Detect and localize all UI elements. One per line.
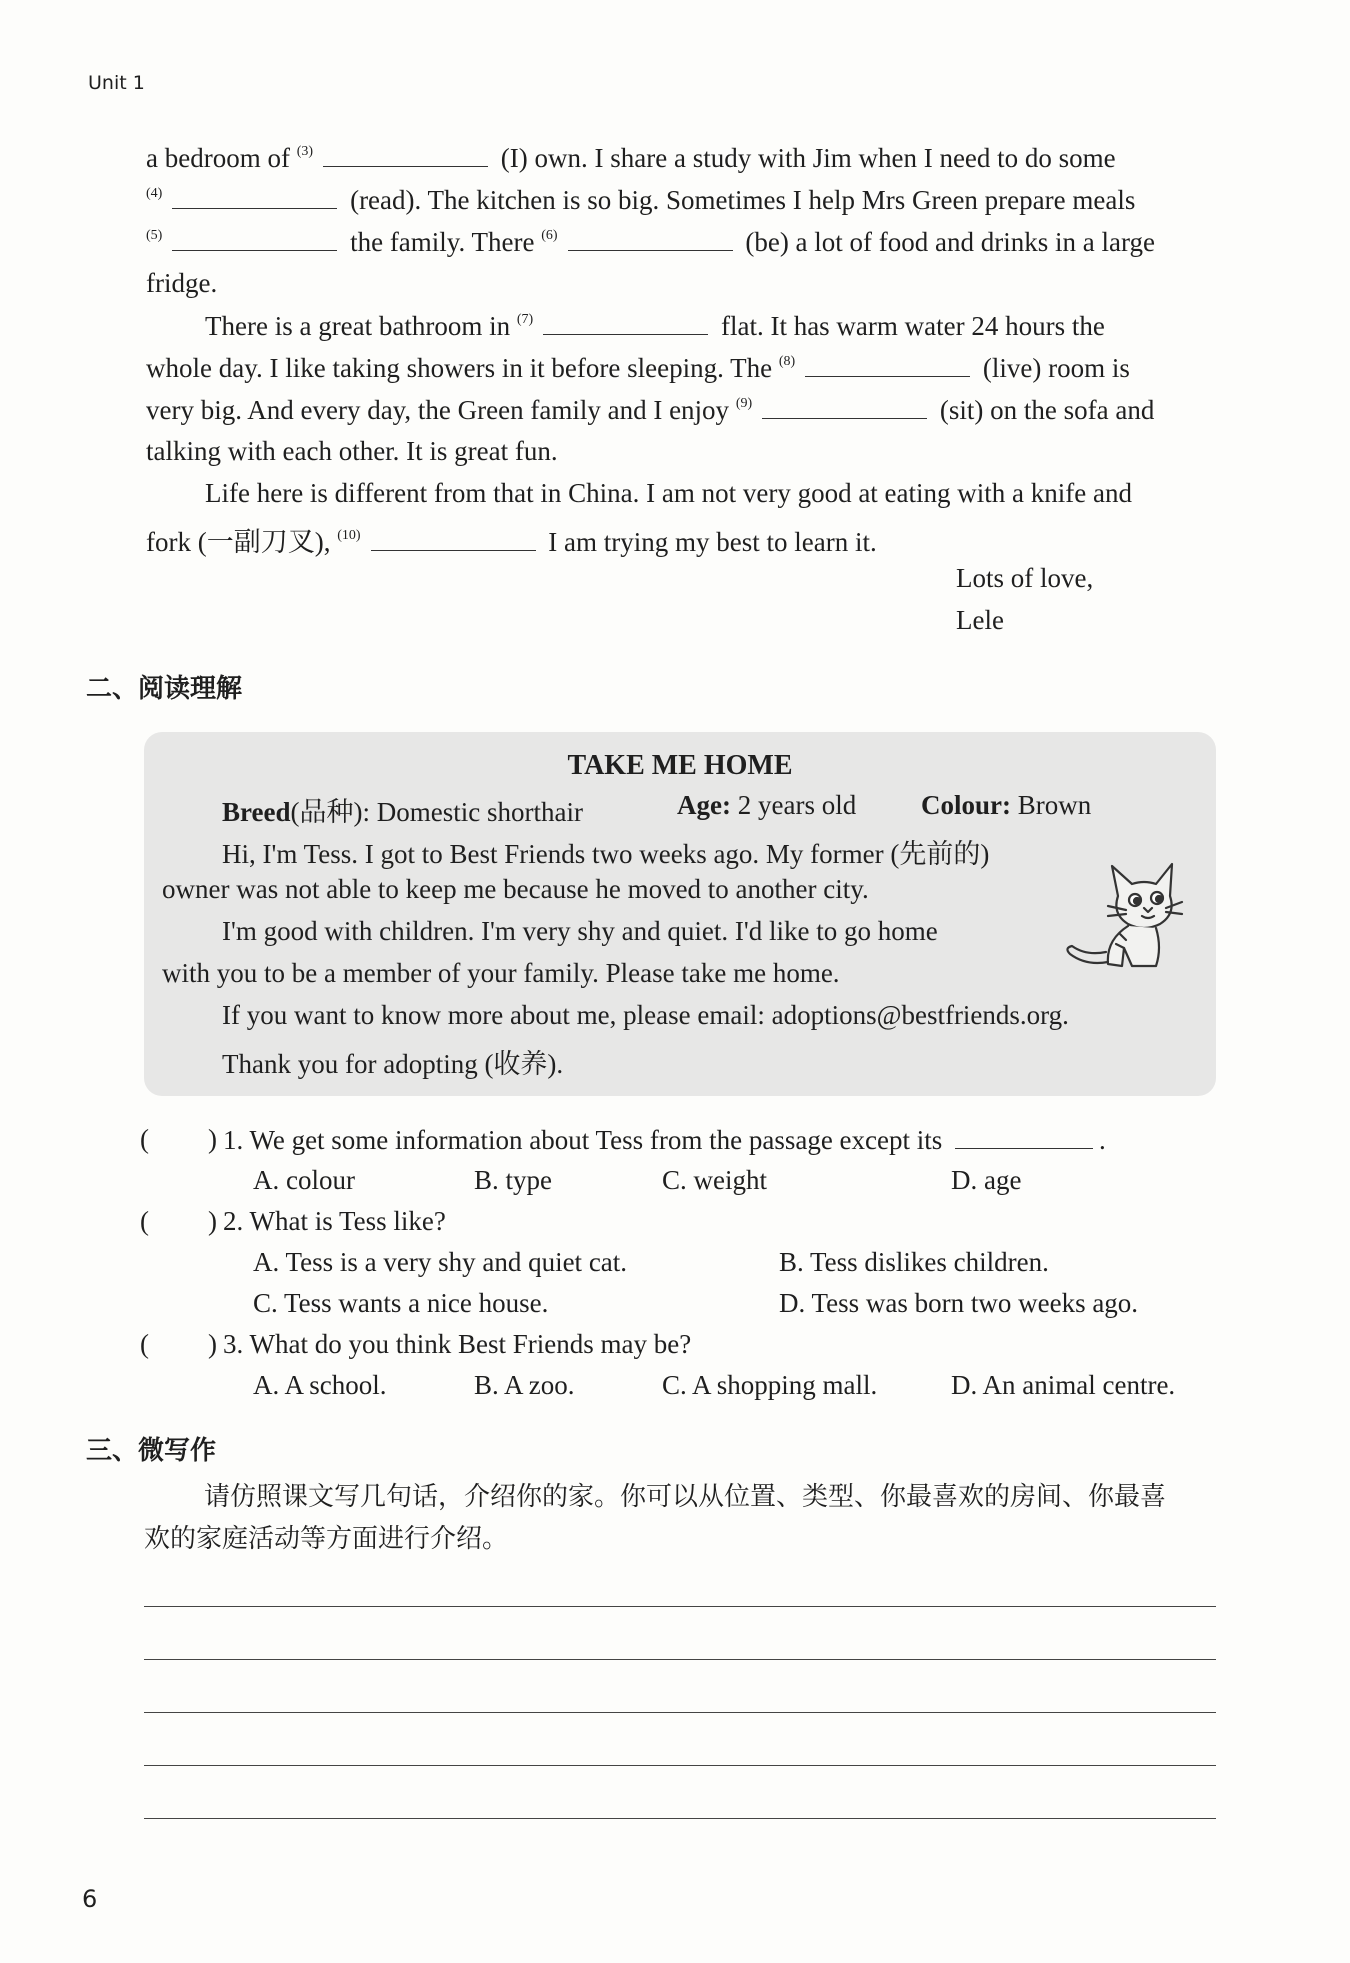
ad-text-line: owner was not able to keep me because he moved to another city. xyxy=(162,874,869,904)
page-number: 6 xyxy=(82,1885,98,1913)
question-1-blank[interactable] xyxy=(955,1124,1093,1149)
passage-line-6: whole day. I like taking showers in it before sleeping. The $^{(8)}$ (live) room is xyxy=(146,353,1130,383)
writing-instructions-line-1: 请仿照课文写几句话，介绍你的家。你可以从位置、类型、你最喜欢的房间、你最喜 xyxy=(204,1482,1167,1512)
blank-number-10: (10) xyxy=(337,528,361,543)
writing-line-1[interactable] xyxy=(144,1606,1216,1607)
answer-paren-3: ( xyxy=(140,1329,149,1359)
blank-6[interactable] xyxy=(568,226,733,251)
section-heading-reading: 二、阅读理解 xyxy=(86,674,243,704)
passage-line-7: very big. And every day, the Green family and I enjoy $^{(9)}$ (sit) on the sofa and xyxy=(146,395,1155,425)
ad-title: TAKE ME HOME xyxy=(567,750,793,781)
answer-paren-close-1: ) xyxy=(208,1124,217,1154)
blank-4[interactable] xyxy=(172,184,337,209)
option-1b[interactable]: B. type xyxy=(474,1165,552,1195)
ad-breed: Breed(品种): Domestic shorthair xyxy=(222,797,583,827)
unit-label: Unit 1 xyxy=(88,72,145,94)
signature: Lele xyxy=(956,605,1004,635)
option-3c[interactable]: C. A shopping mall. xyxy=(662,1370,878,1400)
ad-text-line: Hi, I'm Tess. I got to Best Friends two weeks ago. My former (先前的) xyxy=(222,839,990,869)
option-2b[interactable]: B. Tess dislikes children. xyxy=(779,1247,1049,1277)
writing-line-4[interactable] xyxy=(144,1765,1216,1766)
passage-line-1: a bedroom of $^{(3)}$ (I) own. I share a study with Jim when I need to do some xyxy=(146,143,1116,173)
option-2d[interactable]: D. Tess was born two weeks ago. xyxy=(779,1288,1139,1318)
blank-number-6: (6) xyxy=(541,228,558,243)
passage-line-10: fork (一副刀叉), $^{(10)}$ I am trying my best to learn it. xyxy=(146,527,877,557)
question-2: 2. What is Tess like? xyxy=(223,1206,446,1236)
ad-age: Age: 2 years old xyxy=(677,790,857,820)
answer-paren-2: ( xyxy=(140,1206,149,1236)
adoption-ad-box xyxy=(144,732,1216,1096)
passage-line-9: Life here is different from that in China. I am not very good at eating with a knife and xyxy=(205,478,1132,508)
passage-line-8: talking with each other. It is great fun. xyxy=(146,436,558,466)
answer-paren-close-3: ) xyxy=(208,1329,217,1359)
blank-5[interactable] xyxy=(172,226,337,251)
option-1d[interactable]: D. age xyxy=(951,1165,1022,1195)
passage-line-3: $^{(5)}$ the family. There $^{(6)}$ (be) a lot of food and drinks in a large xyxy=(146,227,1155,257)
passage-line-4: fridge. xyxy=(146,268,218,298)
writing-instructions-line-2: 欢的家庭活动等方面进行介绍。 xyxy=(144,1524,509,1554)
answer-paren-1: ( xyxy=(140,1124,149,1154)
question-3: 3. What do you think Best Friends may be? xyxy=(223,1329,692,1359)
ad-email-line: If you want to know more about me, please email: adoptions@bestfriends.org. xyxy=(222,1000,1069,1030)
ad-colour: Colour: Brown xyxy=(921,790,1092,820)
blank-3[interactable] xyxy=(323,142,488,167)
ad-text-line: with you to be a member of your family. Please take me home. xyxy=(162,958,840,988)
passage-line-2: $^{(4)}$ (read). The kitchen is so big. Sometimes I help Mrs Green prepare meals xyxy=(146,185,1136,215)
blank-number-7: (7) xyxy=(516,312,534,327)
passage-line-5: There is a great bathroom in $^{(7)}$ flat. It has warm water 24 hours the xyxy=(205,311,1105,341)
answer-paren-close-2: ) xyxy=(208,1206,217,1236)
blank-number-4: (4) xyxy=(146,186,163,201)
option-1a[interactable]: A. colour xyxy=(253,1165,355,1195)
cat-illustration-icon xyxy=(1060,848,1190,978)
blank-number-5: (5) xyxy=(146,228,163,243)
blank-9[interactable] xyxy=(762,394,927,419)
writing-line-3[interactable] xyxy=(144,1712,1216,1713)
option-3b[interactable]: B. A zoo. xyxy=(474,1370,575,1400)
writing-line-2[interactable] xyxy=(144,1659,1216,1660)
option-3d[interactable]: D. An animal centre. xyxy=(951,1370,1176,1400)
blank-number-9: (9) xyxy=(735,396,753,411)
question-1: 1. We get some information about Tess from the passage except its . xyxy=(223,1125,1106,1155)
option-2a[interactable]: A. Tess is a very shy and quiet cat. xyxy=(253,1247,628,1277)
writing-line-5[interactable] xyxy=(144,1818,1216,1819)
blank-7[interactable] xyxy=(543,310,708,335)
ad-thanks-line: Thank you for adopting (收养). xyxy=(222,1049,564,1079)
blank-8[interactable] xyxy=(805,352,970,377)
option-3a[interactable]: A. A school. xyxy=(253,1370,387,1400)
blank-10[interactable] xyxy=(371,526,536,551)
option-1c[interactable]: C. weight xyxy=(662,1165,767,1195)
closing: Lots of love, xyxy=(956,563,1094,593)
blank-number-3: (3) xyxy=(296,144,314,159)
section-heading-writing: 三、微写作 xyxy=(86,1436,217,1466)
option-2c[interactable]: C. Tess wants a nice house. xyxy=(253,1288,549,1318)
ad-text-line: I'm good with children. I'm very shy and quiet. I'd like to go home xyxy=(222,916,938,946)
blank-number-8: (8) xyxy=(778,354,796,369)
